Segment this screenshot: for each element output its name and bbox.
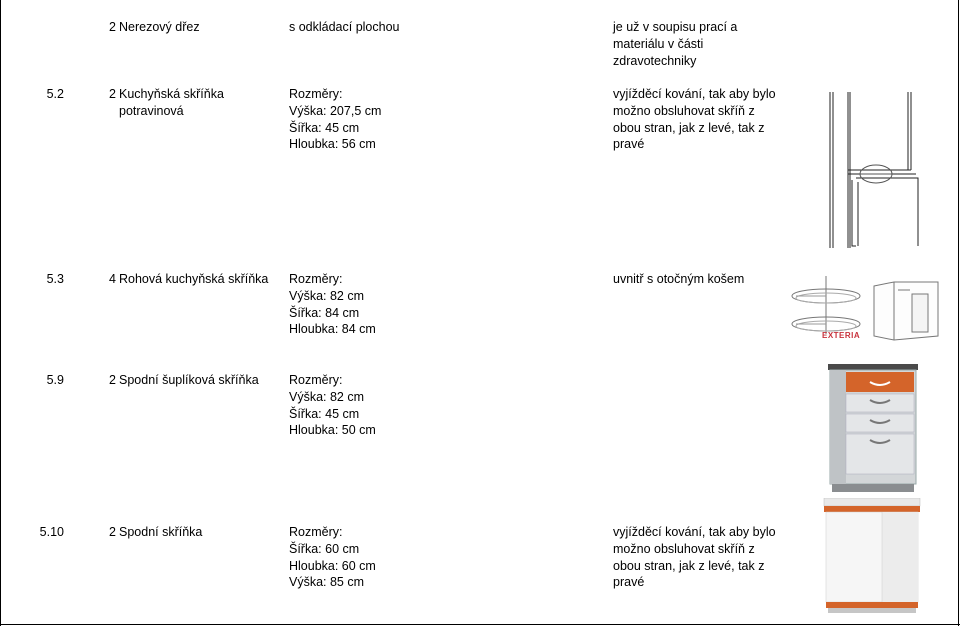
table-border-bottom: [0, 624, 960, 625]
item-name: Spodní skříňka: [119, 525, 203, 539]
corner-cabinet-drawing: [870, 280, 942, 342]
item-id: 5.9: [46, 373, 64, 387]
item-name: Spodní šuplíková skříňka: [119, 373, 259, 387]
item-name: Rohová kuchyňská skříňka: [119, 272, 269, 286]
item-note: vyjížděcí kování, tak aby bylo možno obsluhovat skříň z obou stran, jak z levé, tak z pravé: [613, 87, 776, 152]
item-name: Nerezový dřez: [119, 20, 200, 34]
item-spec: Rozměry: Výška: 82 cm Šířka: 84 cm Hloubka: 84 cm: [289, 272, 376, 337]
item-spec: Rozměry: Výška: 82 cm Šířka: 45 cm Hloubka: 50 cm: [289, 373, 376, 438]
item-id: 5.2: [46, 87, 64, 101]
pantry-cabinet-drawing: [828, 90, 922, 250]
item-note: je už v soupisu prací a materiálu v části zdravotechniky: [613, 20, 738, 68]
item-qty: 4: [109, 272, 116, 286]
drawer-cabinet-image: [826, 364, 920, 496]
item-name: Kuchyňská skříňka potravinová: [119, 87, 224, 118]
item-qty: 2: [109, 87, 116, 101]
corner-basket-drawing: [788, 274, 866, 342]
item-qty: 2: [109, 20, 116, 34]
base-cabinet-image: [822, 498, 922, 614]
item-spec: Rozměry: Výška: 207,5 cm Šířka: 45 cm Hloubka: 56 cm: [289, 87, 382, 152]
item-spec: Rozměry: Šířka: 60 cm Hloubka: 60 cm Výška: 85 cm: [289, 525, 376, 590]
item-id: 5.10: [39, 525, 64, 539]
item-id: 5.3: [46, 272, 64, 286]
item-qty: 2: [109, 373, 116, 387]
item-qty: 2: [109, 525, 116, 539]
exteria-logo: EXTERIA: [822, 331, 861, 340]
item-note: vyjížděcí kování, tak aby bylo možno obsluhovat skříň z obou stran, jak z levé, tak z pravé: [613, 525, 776, 590]
item-note: uvnitř s otočným košem: [613, 272, 745, 286]
table-border-right: [958, 0, 959, 626]
item-spec: s odkládací plochou: [289, 20, 400, 34]
